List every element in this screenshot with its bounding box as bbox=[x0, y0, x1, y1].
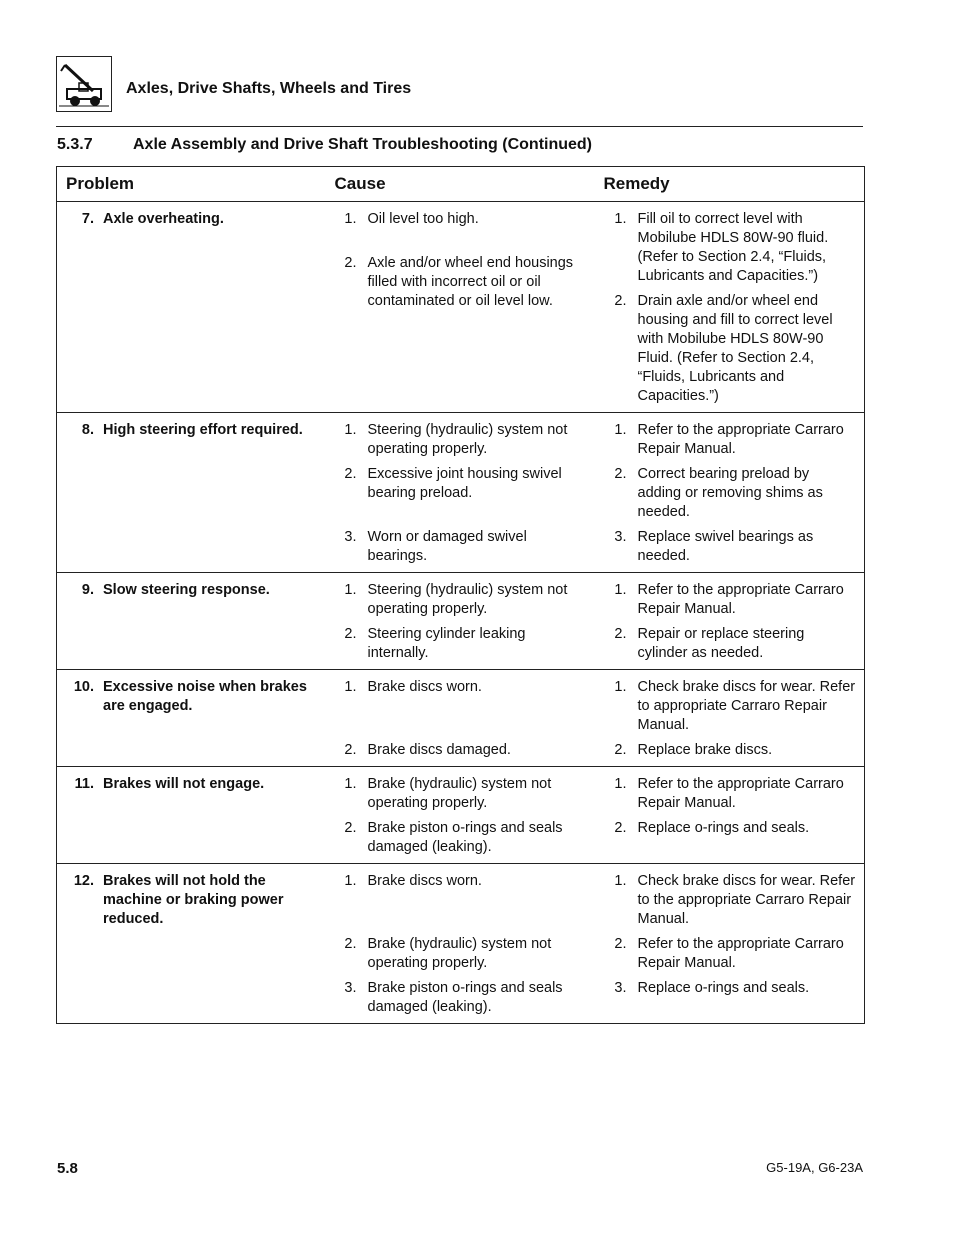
cause-text: Brake discs damaged. bbox=[367, 742, 511, 758]
table-row bbox=[57, 413, 865, 573]
remedy-item bbox=[595, 819, 865, 838]
cause-item bbox=[326, 775, 595, 813]
remedy-text: Drain axle and/or wheel end housing and fill to correct level with Mobilube HDLS 80W-90 Fluid. (Refer to Section 2.4, “Fluids, Lubricants and Capacities.”) bbox=[637, 293, 833, 404]
cause-item bbox=[326, 465, 595, 503]
cause-number: 1. bbox=[344, 582, 357, 598]
header-title: Axles, Drive Shafts, Wheels and Tires bbox=[126, 80, 412, 97]
troubleshooting-table bbox=[56, 166, 865, 1024]
table-row bbox=[57, 864, 865, 1024]
column-header-remedy: Remedy bbox=[595, 167, 865, 202]
remedy-number: 2. bbox=[614, 466, 627, 482]
remedy-number: 1. bbox=[614, 422, 627, 438]
remedy-number: 2. bbox=[614, 820, 627, 836]
remedy-number: 1. bbox=[614, 211, 627, 227]
remedy-text: Refer to the appropriate Carraro Repair Manual. bbox=[637, 776, 844, 811]
problem-number: 11. bbox=[74, 776, 94, 792]
cause-text: Steering cylinder leaking internally. bbox=[367, 626, 526, 661]
remedy-cell bbox=[595, 864, 865, 1024]
cause-item bbox=[326, 254, 595, 311]
remedy-text: Replace o-rings and seals. bbox=[637, 980, 810, 996]
cause-item bbox=[326, 935, 595, 973]
problem-number: 10. bbox=[73, 679, 94, 695]
column-header-problem: Problem bbox=[57, 167, 326, 202]
problem-text: Axle overheating. bbox=[103, 211, 224, 227]
remedy-item bbox=[595, 775, 865, 813]
cause-item bbox=[326, 421, 595, 459]
cause-number: 1. bbox=[344, 776, 357, 792]
table-row bbox=[57, 573, 865, 670]
remedy-cell bbox=[595, 202, 865, 413]
cause-text: Steering (hydraulic) system not operating properly. bbox=[367, 422, 568, 457]
cause-text: Brake piston o-rings and seals damaged (leaking). bbox=[367, 980, 563, 1015]
cause-item bbox=[326, 872, 595, 891]
remedy-item bbox=[595, 872, 865, 929]
problem-number: 8. bbox=[81, 422, 94, 438]
cause-item bbox=[326, 210, 595, 229]
remedy-number: 1. bbox=[614, 873, 627, 889]
remedy-item bbox=[595, 210, 865, 286]
cause-number: 3. bbox=[344, 980, 357, 996]
cause-number: 2. bbox=[344, 626, 357, 642]
remedy-item bbox=[595, 625, 865, 663]
remedy-text: Replace brake discs. bbox=[637, 742, 773, 758]
cause-text: Axle and/or wheel end housings filled with incorrect oil or oil contaminated or oil level low. bbox=[367, 255, 574, 309]
problem-cell bbox=[57, 864, 326, 1024]
problem-number: 9. bbox=[81, 582, 94, 598]
cause-text: Brake (hydraulic) system not operating properly. bbox=[367, 936, 552, 971]
cause-text: Oil level too high. bbox=[367, 211, 479, 227]
cause-number: 1. bbox=[344, 873, 357, 889]
remedy-text: Refer to the appropriate Carraro Repair Manual. bbox=[637, 422, 844, 457]
cause-number: 2. bbox=[344, 820, 357, 836]
problem-text: Slow steering response. bbox=[103, 582, 270, 598]
cause-item bbox=[326, 528, 595, 566]
problem-text: Excessive noise when brakes are engaged. bbox=[103, 679, 307, 714]
table-row bbox=[57, 670, 865, 767]
cause-number: 1. bbox=[344, 211, 357, 227]
problem-cell bbox=[57, 202, 326, 413]
header-divider bbox=[56, 126, 863, 127]
remedy-item bbox=[595, 741, 865, 760]
cause-text: Brake discs worn. bbox=[367, 873, 482, 889]
section-number: 5.3.7 bbox=[57, 136, 93, 153]
cause-number: 2. bbox=[344, 742, 357, 758]
remedy-item bbox=[595, 421, 865, 459]
remedy-item bbox=[595, 935, 865, 973]
problem-cell bbox=[57, 670, 326, 767]
cause-number: 2. bbox=[344, 936, 357, 952]
remedy-number: 2. bbox=[614, 626, 627, 642]
remedy-number: 3. bbox=[614, 529, 627, 545]
cause-cell bbox=[326, 670, 595, 767]
cause-cell bbox=[326, 573, 595, 670]
cause-item bbox=[326, 819, 595, 857]
cause-text: Excessive joint housing swivel bearing preload. bbox=[367, 466, 562, 501]
remedy-number: 2. bbox=[614, 936, 627, 952]
remedy-item bbox=[595, 465, 865, 522]
problem-cell bbox=[57, 413, 326, 573]
cause-cell bbox=[326, 767, 595, 864]
model-numbers: G5-19A, G6-23A bbox=[766, 1160, 863, 1175]
problem-cell bbox=[57, 573, 326, 670]
remedy-text: Fill oil to correct level with Mobilube HDLS 80W-90 fluid. (Refer to Section 2.4, “Fluids, Lubricants and Capacities.”) bbox=[637, 211, 829, 284]
remedy-number: 2. bbox=[614, 742, 627, 758]
cause-item bbox=[326, 741, 595, 760]
remedy-number: 1. bbox=[614, 582, 627, 598]
problem-text: Brakes will not engage. bbox=[103, 776, 265, 792]
remedy-text: Refer to the appropriate Carraro Repair Manual. bbox=[637, 582, 844, 617]
remedy-number: 1. bbox=[614, 679, 627, 695]
remedy-item bbox=[595, 292, 865, 406]
problem-text: Brakes will not hold the machine or braking power reduced. bbox=[103, 873, 284, 927]
cause-number: 1. bbox=[344, 679, 357, 695]
remedy-text: Correct bearing preload by adding or removing shims as needed. bbox=[637, 466, 823, 520]
remedy-cell bbox=[595, 670, 865, 767]
cause-text: Worn or damaged swivel bearings. bbox=[367, 529, 527, 564]
table-row bbox=[57, 202, 865, 413]
cause-item bbox=[326, 581, 595, 619]
cause-number: 1. bbox=[344, 422, 357, 438]
cause-cell bbox=[326, 864, 595, 1024]
cause-cell bbox=[326, 202, 595, 413]
table-header-row bbox=[57, 167, 865, 202]
cause-cell bbox=[326, 413, 595, 573]
remedy-text: Check brake discs for wear. Refer to the appropriate Carraro Repair Manual. bbox=[637, 873, 856, 927]
remedy-item bbox=[595, 678, 865, 735]
remedy-cell bbox=[595, 767, 865, 864]
telehandler-logo-icon bbox=[56, 56, 112, 112]
remedy-cell bbox=[595, 413, 865, 573]
cause-number: 2. bbox=[344, 466, 357, 482]
remedy-number: 2. bbox=[614, 293, 627, 309]
cause-number: 2. bbox=[344, 255, 357, 271]
cause-number: 3. bbox=[344, 529, 357, 545]
remedy-text: Refer to the appropriate Carraro Repair Manual. bbox=[637, 936, 844, 971]
remedy-item bbox=[595, 979, 865, 998]
remedy-text: Replace swivel bearings as needed. bbox=[637, 529, 814, 564]
problem-cell bbox=[57, 767, 326, 864]
cause-item bbox=[326, 625, 595, 663]
cause-text: Brake piston o-rings and seals damaged (leaking). bbox=[367, 820, 563, 855]
cause-item bbox=[326, 678, 595, 697]
remedy-cell bbox=[595, 573, 865, 670]
cause-item bbox=[326, 979, 595, 1017]
remedy-number: 1. bbox=[614, 776, 627, 792]
cause-text: Brake (hydraulic) system not operating properly. bbox=[367, 776, 552, 811]
remedy-item bbox=[595, 581, 865, 619]
remedy-number: 3. bbox=[614, 980, 627, 996]
remedy-item bbox=[595, 528, 865, 566]
table-row bbox=[57, 767, 865, 864]
remedy-text: Repair or replace steering cylinder as needed. bbox=[637, 626, 805, 661]
problem-number: 12. bbox=[73, 873, 94, 889]
section-title: Axle Assembly and Drive Shaft Troubleshooting (Continued) bbox=[133, 136, 593, 153]
page-number: 5.8 bbox=[57, 1160, 78, 1177]
problem-number: 7. bbox=[81, 211, 94, 227]
remedy-text: Check brake discs for wear. Refer to appropriate Carraro Repair Manual. bbox=[637, 679, 856, 733]
problem-text: High steering effort required. bbox=[103, 422, 303, 438]
cause-text: Brake discs worn. bbox=[367, 679, 482, 695]
cause-text: Steering (hydraulic) system not operating properly. bbox=[367, 582, 568, 617]
column-header-cause: Cause bbox=[326, 167, 595, 202]
remedy-text: Replace o-rings and seals. bbox=[637, 820, 810, 836]
